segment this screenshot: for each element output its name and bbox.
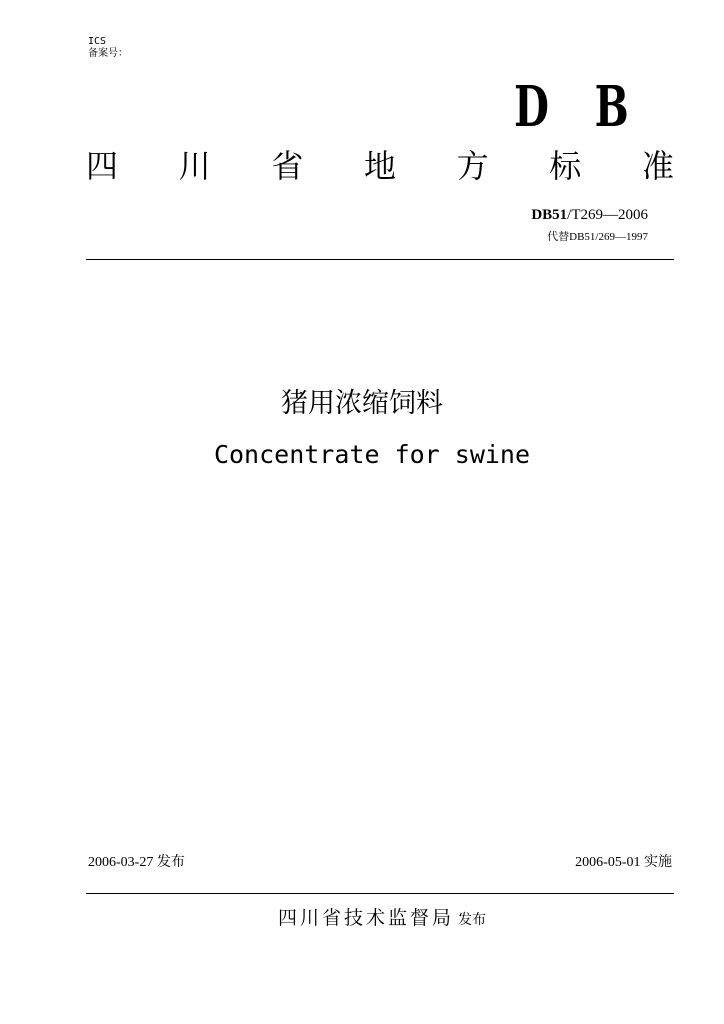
publisher-line	[0, 903, 724, 930]
standard-type-char: 准	[641, 147, 674, 185]
ics-label: ICS	[88, 36, 107, 47]
replaces-standard: 代替DB51/269—1997	[547, 231, 648, 243]
publisher-action: 发布	[458, 912, 486, 928]
standard-type-char: 地	[363, 147, 396, 185]
record-number-label: 备案号：	[88, 48, 128, 59]
document-title-english: Concentrate for swine	[213, 440, 531, 469]
standard-number	[531, 206, 648, 224]
implementation-date: 2006-05-01 实施	[575, 855, 672, 870]
standard-number-prefix: DB51	[531, 207, 568, 223]
document-title-chinese: 猪用浓缩饲料	[281, 388, 443, 419]
standard-number-rest: /T269—2006	[567, 207, 648, 223]
standard-type-heading	[86, 148, 674, 184]
standard-type-char: 川	[178, 147, 211, 185]
issue-date: 2006-03-27 发布	[88, 855, 185, 870]
bottom-divider	[86, 893, 674, 894]
standard-type-char: 标	[549, 147, 582, 185]
standard-type-char: 省	[271, 147, 304, 185]
header-meta	[88, 36, 128, 60]
publisher-org: 四川省技术监督局	[277, 907, 454, 929]
standard-type-char: 方	[456, 147, 489, 185]
top-divider	[86, 259, 674, 260]
db-logo: D B	[514, 74, 645, 140]
standard-type-char: 四	[86, 147, 119, 185]
